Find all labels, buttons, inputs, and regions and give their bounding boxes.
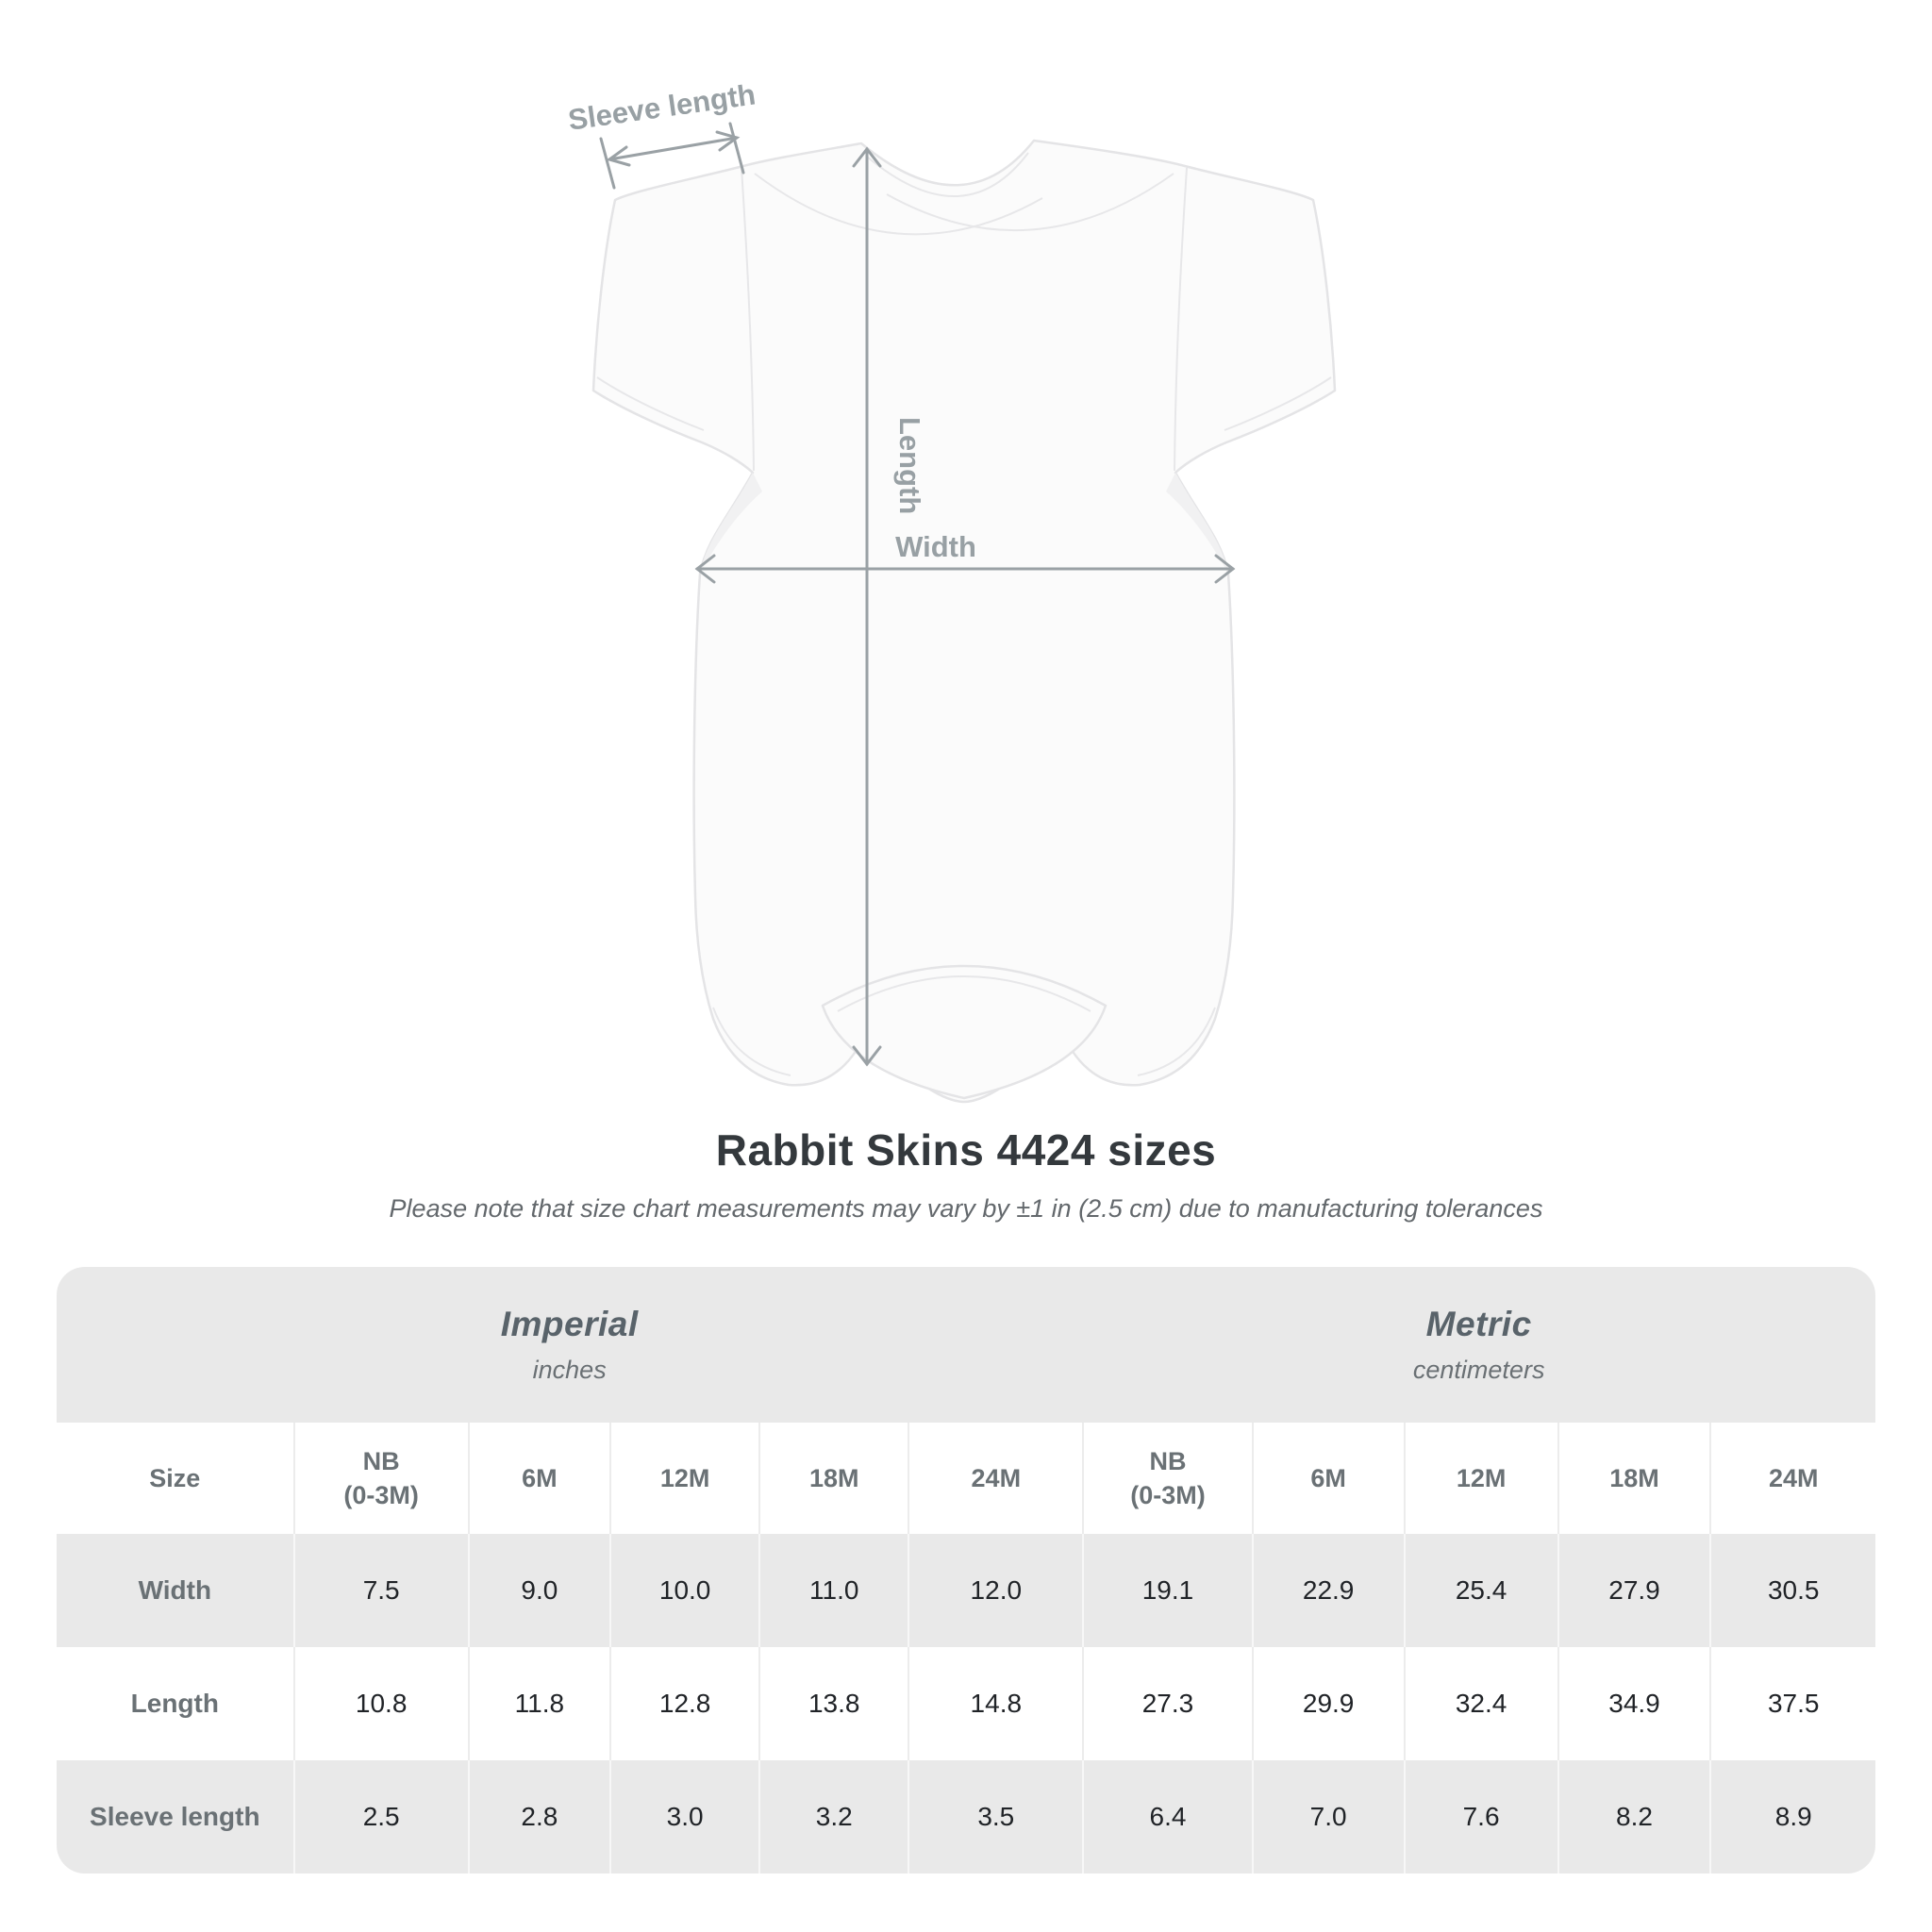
size-table-container xyxy=(57,1267,1875,1874)
size-col-header-line: 12M xyxy=(659,1463,710,1492)
cell-value: 6.4 xyxy=(1082,1760,1251,1874)
size-column-title: Size xyxy=(57,1423,293,1534)
size-col-header-line: 12M xyxy=(1456,1463,1507,1492)
cell-value: 7.6 xyxy=(1404,1760,1557,1874)
cell-value: 8.2 xyxy=(1557,1760,1710,1874)
size-col-header xyxy=(1557,1423,1710,1534)
sleeve-length-label: Sleeve length xyxy=(566,77,758,137)
unit-header-row xyxy=(57,1267,1875,1423)
cell-value: 7.0 xyxy=(1252,1760,1404,1874)
table-row xyxy=(57,1534,1875,1647)
metric-header-cell xyxy=(1082,1267,1875,1423)
size-col-header xyxy=(609,1423,758,1534)
cell-value: 3.2 xyxy=(758,1760,908,1874)
cell-value: 11.0 xyxy=(758,1534,908,1647)
crotch-flap xyxy=(823,966,1106,1098)
row-label: Sleeve length xyxy=(57,1760,293,1874)
page-title: Rabbit Skins 4424 sizes xyxy=(715,1125,1217,1174)
size-col-header xyxy=(1082,1423,1251,1534)
size-col-header xyxy=(1709,1423,1875,1534)
cell-value: 8.9 xyxy=(1709,1760,1875,1874)
cell-value: 3.5 xyxy=(908,1760,1082,1874)
size-col-header xyxy=(293,1423,468,1534)
size-col-header-line: NB xyxy=(362,1446,400,1475)
cell-value: 2.5 xyxy=(293,1760,468,1874)
size-col-header-line: 24M xyxy=(971,1463,1022,1492)
cell-value: 30.5 xyxy=(1709,1534,1875,1647)
length-label: Length xyxy=(893,417,926,515)
row-label: Width xyxy=(57,1534,293,1647)
imperial-subheader: inches xyxy=(532,1356,607,1384)
cell-value: 19.1 xyxy=(1082,1534,1251,1647)
size-col-header-line: (0-3M) xyxy=(343,1481,419,1509)
size-col-header-line: 18M xyxy=(1609,1463,1659,1492)
size-col-header xyxy=(1252,1423,1404,1534)
cell-value: 27.9 xyxy=(1557,1534,1710,1647)
size-col-header-line: 18M xyxy=(808,1463,859,1492)
size-col-header xyxy=(908,1423,1082,1534)
size-col-header-line: 24M xyxy=(1768,1463,1819,1492)
cell-value: 10.8 xyxy=(293,1647,468,1760)
size-col-header-line: 6M xyxy=(1310,1463,1346,1492)
metric-header: Metric xyxy=(1425,1305,1532,1343)
cell-value: 12.8 xyxy=(609,1647,758,1760)
cell-value: 22.9 xyxy=(1252,1534,1404,1647)
cell-value: 10.0 xyxy=(609,1534,758,1647)
size-col-header-line: 6M xyxy=(522,1463,558,1492)
table-row xyxy=(57,1760,1875,1874)
cell-value: 32.4 xyxy=(1404,1647,1557,1760)
cell-value: 34.9 xyxy=(1557,1647,1710,1760)
bodysuit-shape xyxy=(593,141,1335,1102)
cell-value: 7.5 xyxy=(293,1534,468,1647)
imperial-header-cell xyxy=(57,1267,1082,1423)
table-body xyxy=(57,1534,1875,1874)
cell-value: 9.0 xyxy=(468,1534,609,1647)
size-table xyxy=(57,1267,1875,1874)
size-col-header-line: NB xyxy=(1149,1446,1187,1475)
width-label: Width xyxy=(895,530,976,563)
metric-subheader: centimeters xyxy=(1412,1356,1545,1384)
size-header-row xyxy=(57,1423,1875,1534)
cell-value: 27.3 xyxy=(1082,1647,1251,1760)
tolerance-note: Please note that size chart measurements may vary by ±1 in (2.5 cm) due to manufacturing tolerances xyxy=(389,1194,1543,1223)
size-col-header xyxy=(468,1423,609,1534)
cell-value: 37.5 xyxy=(1709,1647,1875,1760)
cell-value: 12.0 xyxy=(908,1534,1082,1647)
cell-value: 2.8 xyxy=(468,1760,609,1874)
cell-value: 3.0 xyxy=(609,1760,758,1874)
cell-value: 25.4 xyxy=(1404,1534,1557,1647)
cell-value: 14.8 xyxy=(908,1647,1082,1760)
cell-value: 29.9 xyxy=(1252,1647,1404,1760)
row-label: Length xyxy=(57,1647,293,1760)
cell-value: 11.8 xyxy=(468,1647,609,1760)
size-col-header xyxy=(1404,1423,1557,1534)
size-col-header-line: (0-3M) xyxy=(1130,1481,1206,1509)
cell-value: 13.8 xyxy=(758,1647,908,1760)
table-row xyxy=(57,1647,1875,1760)
imperial-header: Imperial xyxy=(500,1305,639,1343)
size-col-header xyxy=(758,1423,908,1534)
